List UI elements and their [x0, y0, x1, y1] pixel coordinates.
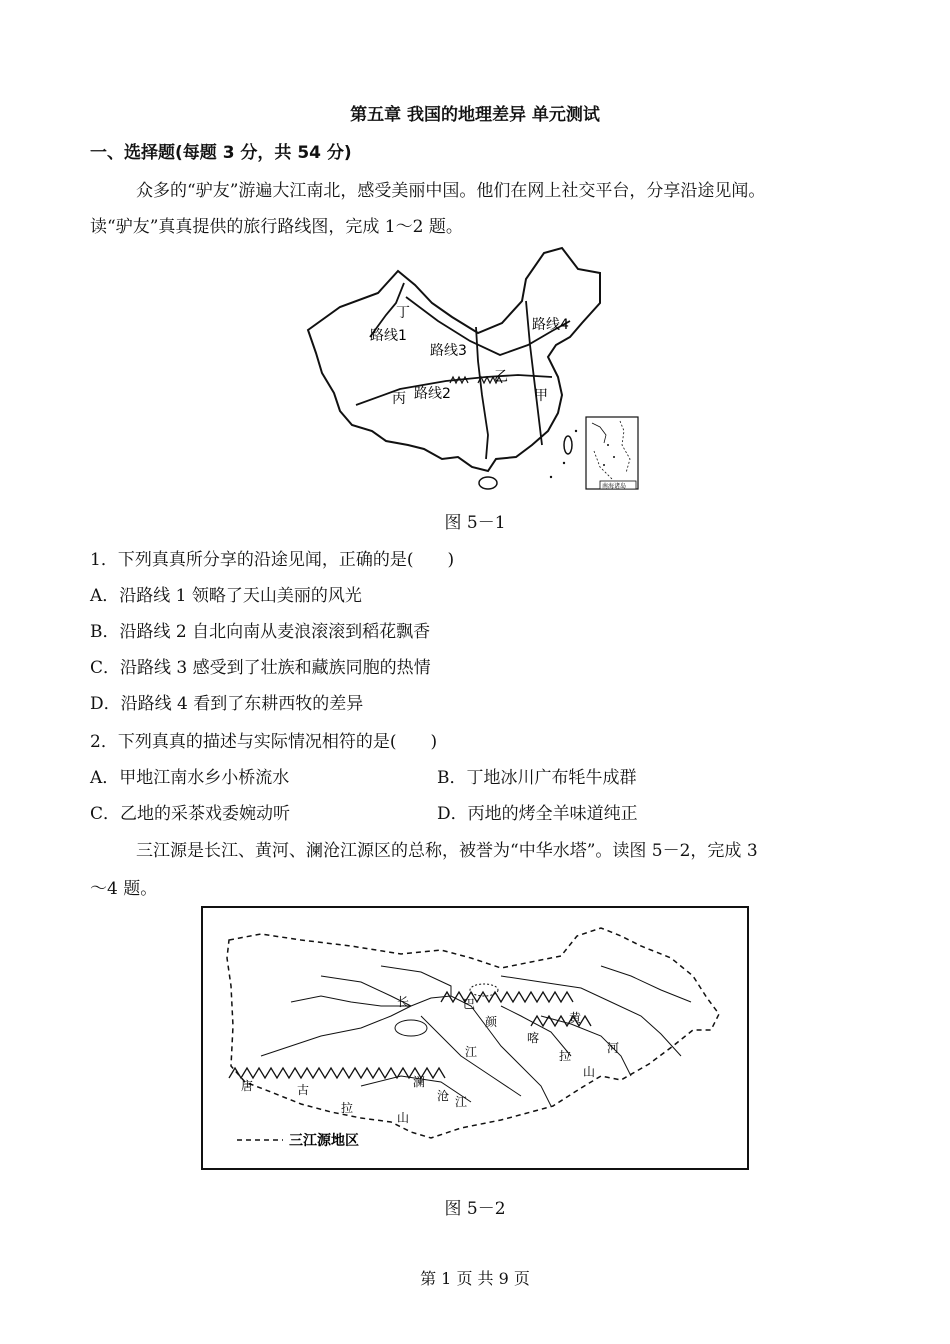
label-jia: 甲: [534, 388, 548, 404]
sanjiangyuan-map: [201, 906, 749, 1170]
label-yi: 乙: [494, 369, 508, 385]
inset-label: 南海诸岛: [602, 483, 627, 490]
section-heading: 一、选择题(每题 3 分，共 54 分): [90, 143, 352, 163]
figure2-caption: 图 5－2: [444, 1199, 506, 1219]
label-shan1: 山: [583, 1065, 596, 1079]
hainan-island: [479, 477, 497, 489]
label-gu: 古: [297, 1083, 310, 1097]
label-tang: 唐: [241, 1079, 254, 1093]
label-jiang2: 江: [455, 1095, 468, 1109]
q2-option-b: B．丁地冰川广布牦牛成群: [437, 768, 637, 788]
label-he: 河: [607, 1041, 620, 1055]
page-title: 第五章 我国的地理差异 单元测试: [350, 105, 600, 125]
intro1-line2: 读“驴友”真真提供的旅行路线图，完成 1～2 题。: [90, 217, 463, 237]
label-yan: 颜: [485, 1015, 498, 1029]
intro2-line1: 三江源是长江、黄河、澜沧江源区的总称，被誉为“中华水塔”。读图 5－2，完成 3: [136, 841, 758, 861]
figure1-caption: 图 5－1: [444, 513, 506, 533]
label-route3: 路线3: [430, 343, 467, 359]
q2-stem: 2．下列真真的描述与实际情况相符的是( ): [90, 732, 438, 752]
q1-option-c: C．沿路线 3 感受到了壮族和藏族同胞的热情: [90, 658, 431, 678]
q1-option-b: B．沿路线 2 自北向南从麦浪滚滚到稻花飘香: [90, 622, 431, 642]
label-ka: 喀: [527, 1031, 540, 1045]
page-footer: 第 1 页 共 9 页: [420, 1269, 530, 1288]
taiwan-island: [564, 436, 572, 454]
china-route-map: [300, 245, 645, 495]
q2-option-a: A．甲地江南水乡小桥流水: [90, 768, 290, 788]
label-bing: 丙: [392, 391, 406, 407]
q1-stem: 1．下列真真所分享的沿途见闻，正确的是( ): [90, 550, 455, 570]
south-china-sea-inset: [586, 417, 638, 489]
label-ding: 丁: [396, 305, 410, 321]
label-shan2: 山: [397, 1111, 410, 1125]
q2-option-c: C．乙地的采茶戏委婉动听: [90, 804, 291, 824]
intro2-line2: ～4 题。: [90, 879, 158, 899]
label-lan: 澜: [413, 1075, 426, 1089]
label-la2: 拉: [341, 1101, 354, 1115]
china-outline: [308, 248, 600, 471]
label-route4: 路线4: [532, 317, 569, 333]
label-chang: 长: [397, 995, 410, 1009]
label-la1: 拉: [559, 1049, 572, 1063]
label-jiang1: 江: [465, 1045, 478, 1059]
q1-option-d: D．沿路线 4 看到了东耕西牧的差异: [90, 694, 364, 714]
label-route2: 路线2: [414, 386, 451, 402]
label-huang: 黄: [569, 1011, 582, 1025]
label-cang: 沧: [437, 1089, 450, 1103]
map-frame: [202, 907, 748, 1169]
q1-option-a: A．沿路线 1 领略了天山美丽的风光: [90, 586, 362, 606]
label-bayan: 巴: [463, 997, 476, 1011]
q2-option-d: D．丙地的烤全羊味道纯正: [437, 804, 638, 824]
legend-label: 三江源地区: [289, 1133, 359, 1149]
intro1-line1: 众多的“驴友”游遍大江南北，感受美丽中国。他们在网上社交平台，分享沿途见闻。: [136, 181, 766, 201]
label-route1: 路线1: [370, 328, 407, 344]
